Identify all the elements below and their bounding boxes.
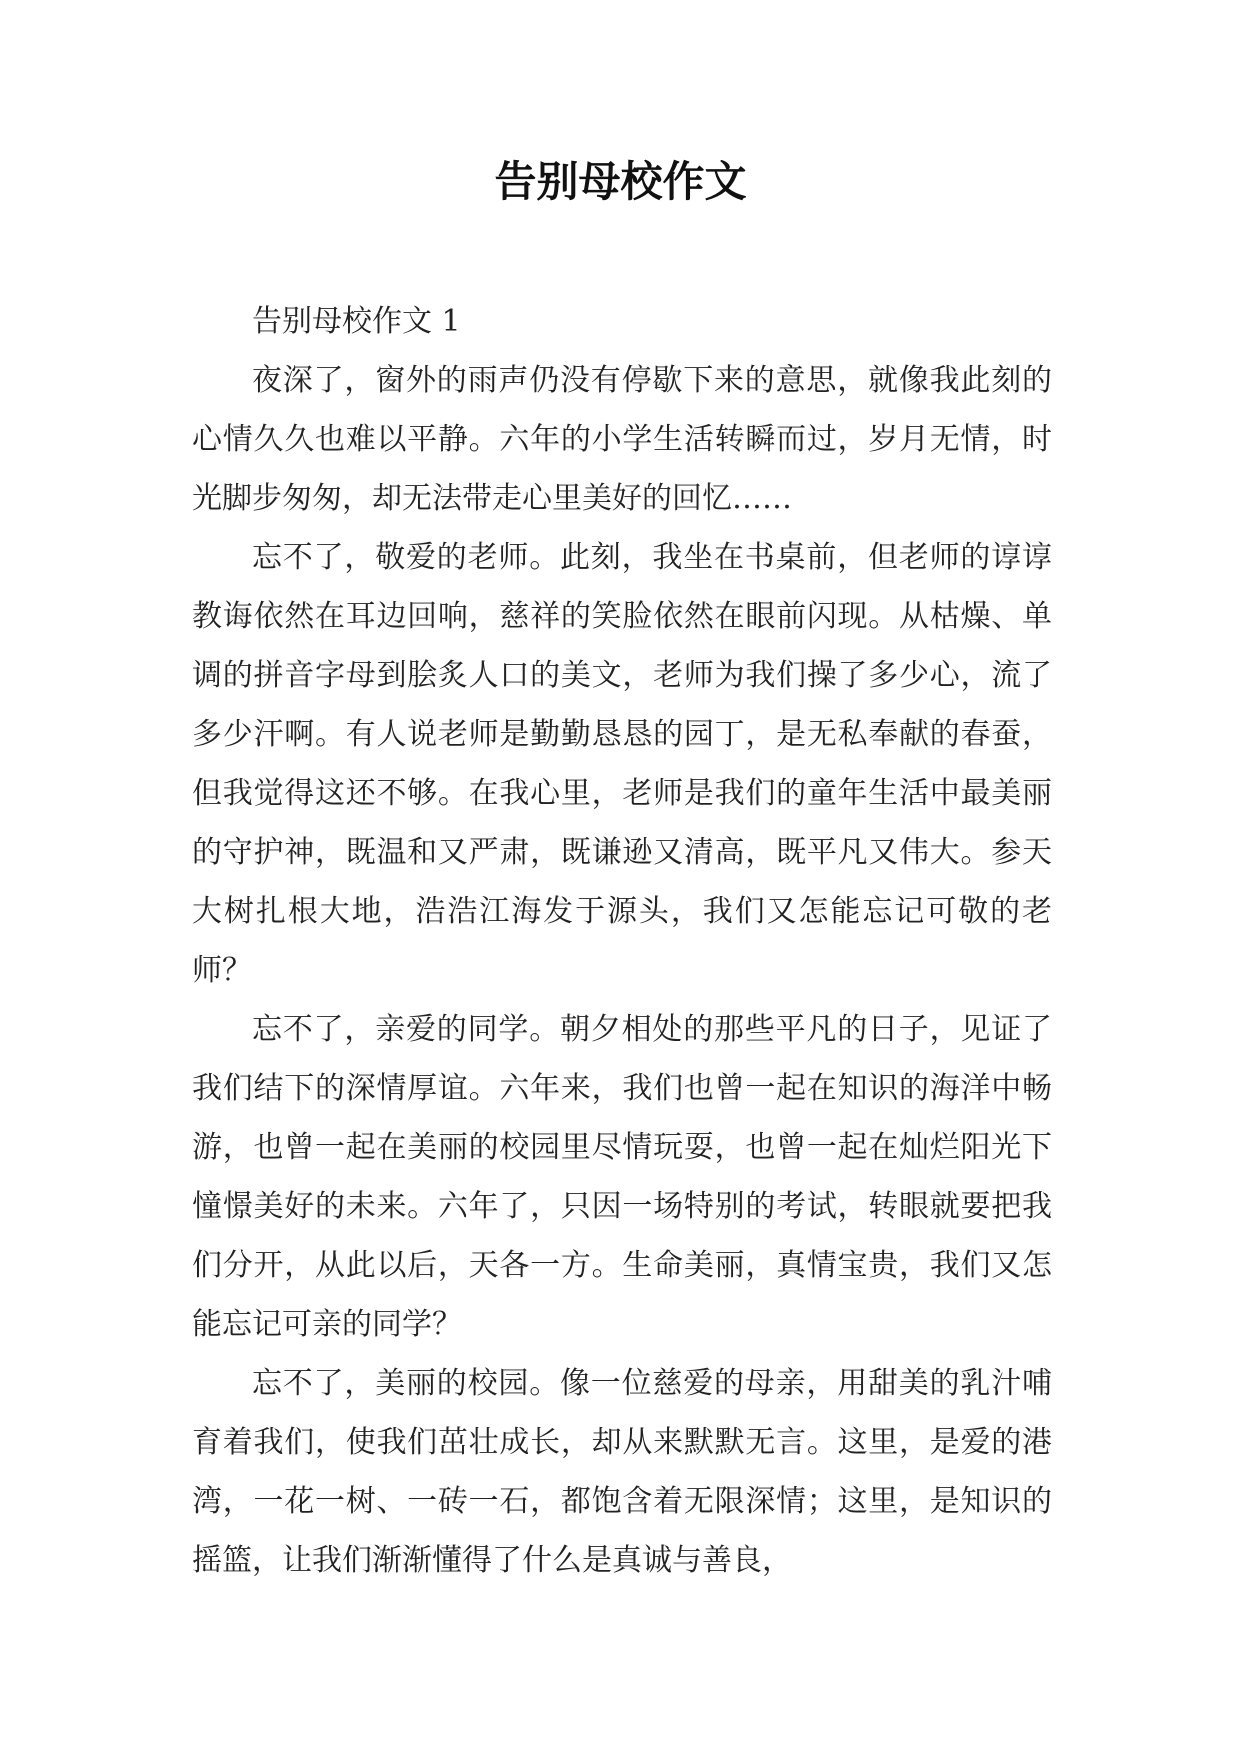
paragraph: 忘不了，美丽的校园。像一位慈爱的母亲，用甜美的乳汁哺育着我们，使我们茁壮成长，却从来默默无言。这里，是爱的港湾，一花一树、一砖一石，都饱含着无限深情；这里，是知识的摇篮，让我们渐渐懂得了什么是真诚与善良， (192, 1366, 1052, 1578)
paragraph: 夜深了，窗外的雨声仍没有停歇下来的意思，就像我此刻的心情久久也难以平静。六年的小学生活转瞬而过，岁月无情，时光脚步匆匆，却无法带走心里美好的回忆…… (192, 363, 1052, 516)
paragraph: 忘不了，亲爱的同学。朝夕相处的那些平凡的日子，见证了我们结下的深情厚谊。六年来，我们也曾一起在知识的海洋中畅游，也曾一起在美丽的校园里尽情玩耍，也曾一起在灿烂阳光下憧憬美好的未来。六年了，只因一场特别的考试，转眼就要把我们分开，从此以后，天各一方。生命美丽，真情宝贵，我们又怎能忘记可亲的同学？ (192, 1012, 1052, 1342)
paragraph-heading: 告别母校作文 1 (252, 304, 461, 339)
document-title: 告别母校作文 (494, 157, 747, 206)
document-body (192, 292, 1052, 1590)
paragraph: 忘不了，敬爱的老师。此刻，我坐在书桌前，但老师的谆谆教诲依然在耳边回响，慈祥的笑脸依然在眼前闪现。从枯燥、单调的拼音字母到脍炙人口的美文，老师为我们操了多少心，流了多少汗啊。有人说老师是勤勤恳恳的园丁，是无私奉献的春蚕，但我觉得这还不够。在我心里，老师是我们的童年生活中最美丽的守护神，既温和又严肃，既谦逊又清高，既平凡又伟大。参天大树扎根大地，浩浩江海发于源头，我们又怎能忘记可敬的老师？ (192, 540, 1052, 988)
